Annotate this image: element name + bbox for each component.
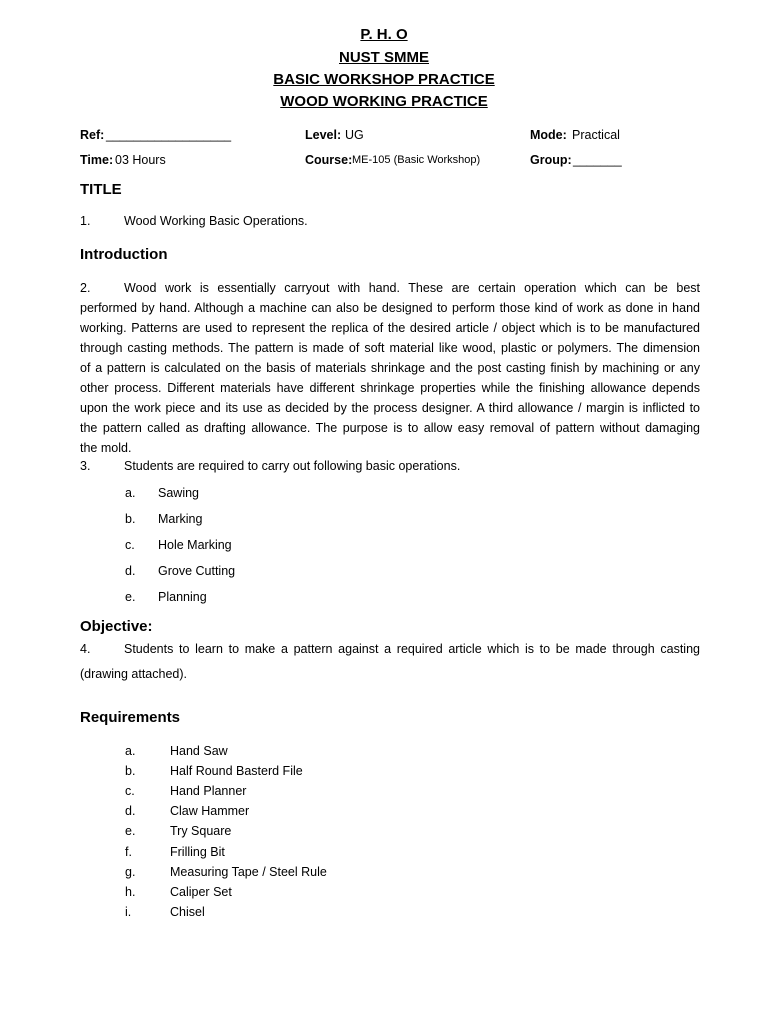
ref-value: __________________ bbox=[106, 128, 232, 142]
operation-item: Marking bbox=[158, 512, 203, 526]
introduction-heading: Introduction bbox=[80, 246, 168, 263]
requirement-item: Chisel bbox=[170, 905, 205, 919]
list-item-letter: c. bbox=[125, 538, 135, 552]
objective-line-2: (drawing attached). bbox=[80, 667, 188, 681]
requirement-item: Frilling Bit bbox=[170, 845, 225, 859]
requirement-item: Caliper Set bbox=[170, 885, 232, 899]
mode-value: Practical bbox=[572, 128, 620, 142]
list-item-letter: a. bbox=[125, 744, 136, 758]
header-line-3: BASIC WORKSHOP PRACTICE bbox=[273, 71, 495, 88]
requirement-item: Measuring Tape / Steel Rule bbox=[170, 865, 327, 879]
list-item-letter: i. bbox=[125, 905, 132, 919]
operations-intro-text: Students are required to carry out following basic operations. bbox=[124, 459, 461, 473]
item-number: 2. bbox=[80, 281, 91, 295]
list-item-letter: d. bbox=[125, 564, 136, 578]
item-number: 3. bbox=[80, 459, 91, 473]
list-item-letter: h. bbox=[125, 885, 136, 899]
requirement-item: Try Square bbox=[170, 824, 232, 838]
list-item-letter: e. bbox=[125, 590, 136, 604]
requirement-item: Hand Planner bbox=[170, 784, 247, 798]
operation-item: Planning bbox=[158, 590, 207, 604]
header-line-1: P. H. O bbox=[360, 26, 408, 43]
paragraph-text: Wood work is essentially carryout with hand. These are certain operation which can be best bbox=[124, 281, 700, 295]
paragraph-text: Students to learn to make a pattern against a required article which is to be made through casting bbox=[124, 642, 700, 656]
paragraph-line bbox=[80, 639, 700, 659]
group-label: Group: bbox=[530, 153, 572, 167]
objective-heading: Objective: bbox=[80, 618, 153, 635]
paragraph-line: other process. Different materials have different shrinkage properties while the finishing allowance depends bbox=[80, 381, 700, 395]
title-heading: TITLE bbox=[80, 181, 122, 198]
requirements-heading: Requirements bbox=[80, 709, 181, 726]
list-item-letter: f. bbox=[125, 845, 132, 859]
list-item-letter: b. bbox=[125, 512, 136, 526]
list-item-letter: d. bbox=[125, 804, 136, 818]
time-value: 03 Hours bbox=[115, 153, 166, 167]
paragraph-line: through casting methods. The pattern is made of soft material like wood, plastic or polymers. The dimension bbox=[80, 341, 700, 355]
level-value: UG bbox=[345, 128, 364, 142]
list-item-letter: b. bbox=[125, 764, 136, 778]
operation-item: Sawing bbox=[158, 486, 199, 500]
requirement-item: Claw Hammer bbox=[170, 804, 250, 818]
item-number: 1. bbox=[80, 214, 91, 228]
paragraph-line: working. Patterns are used to represent the replica of the desired article / object which is to be manufactured bbox=[80, 321, 700, 335]
group-value: _______ bbox=[573, 153, 622, 167]
paragraph-line: the mold. bbox=[80, 441, 132, 455]
mode-label: Mode: bbox=[530, 128, 567, 142]
header-line-2: NUST SMME bbox=[339, 49, 429, 66]
list-item-letter: c. bbox=[125, 784, 135, 798]
course-label: Course: bbox=[305, 153, 353, 167]
title-text: Wood Working Basic Operations. bbox=[124, 214, 308, 228]
operation-item: Hole Marking bbox=[158, 538, 232, 552]
objective-paragraph bbox=[80, 639, 700, 659]
header-line-4: WOOD WORKING PRACTICE bbox=[280, 93, 488, 110]
requirement-item: Hand Saw bbox=[170, 744, 228, 758]
level-label: Level: bbox=[305, 128, 342, 142]
list-item-letter: e. bbox=[125, 824, 136, 838]
paragraph-line: of a pattern is calculated on the basis of materials shrinkage and the post casting finish by machining or any bbox=[80, 361, 700, 375]
paragraph-line: upon the work piece and its use as decided by the process designer. A third allowance / margin is inflicted to bbox=[80, 401, 700, 415]
ref-label: Ref: bbox=[80, 128, 105, 142]
item-number: 4. bbox=[80, 642, 91, 656]
list-item-letter: a. bbox=[125, 486, 136, 500]
operation-item: Grove Cutting bbox=[158, 564, 236, 578]
list-item-letter: g. bbox=[125, 865, 136, 879]
paragraph-line: performed by hand. Although a machine can also be designed to perform those kind of work as done in hand bbox=[80, 301, 700, 315]
paragraph-line: the pattern called as drafting allowance. The purpose is to allow easy removal of pattern without damaging bbox=[80, 421, 700, 435]
course-value: ME-105 (Basic Workshop) bbox=[352, 154, 481, 166]
requirement-item: Half Round Basterd File bbox=[170, 764, 303, 778]
paragraph-line bbox=[80, 278, 700, 298]
introduction-paragraph bbox=[80, 278, 700, 458]
time-label: Time: bbox=[80, 153, 114, 167]
